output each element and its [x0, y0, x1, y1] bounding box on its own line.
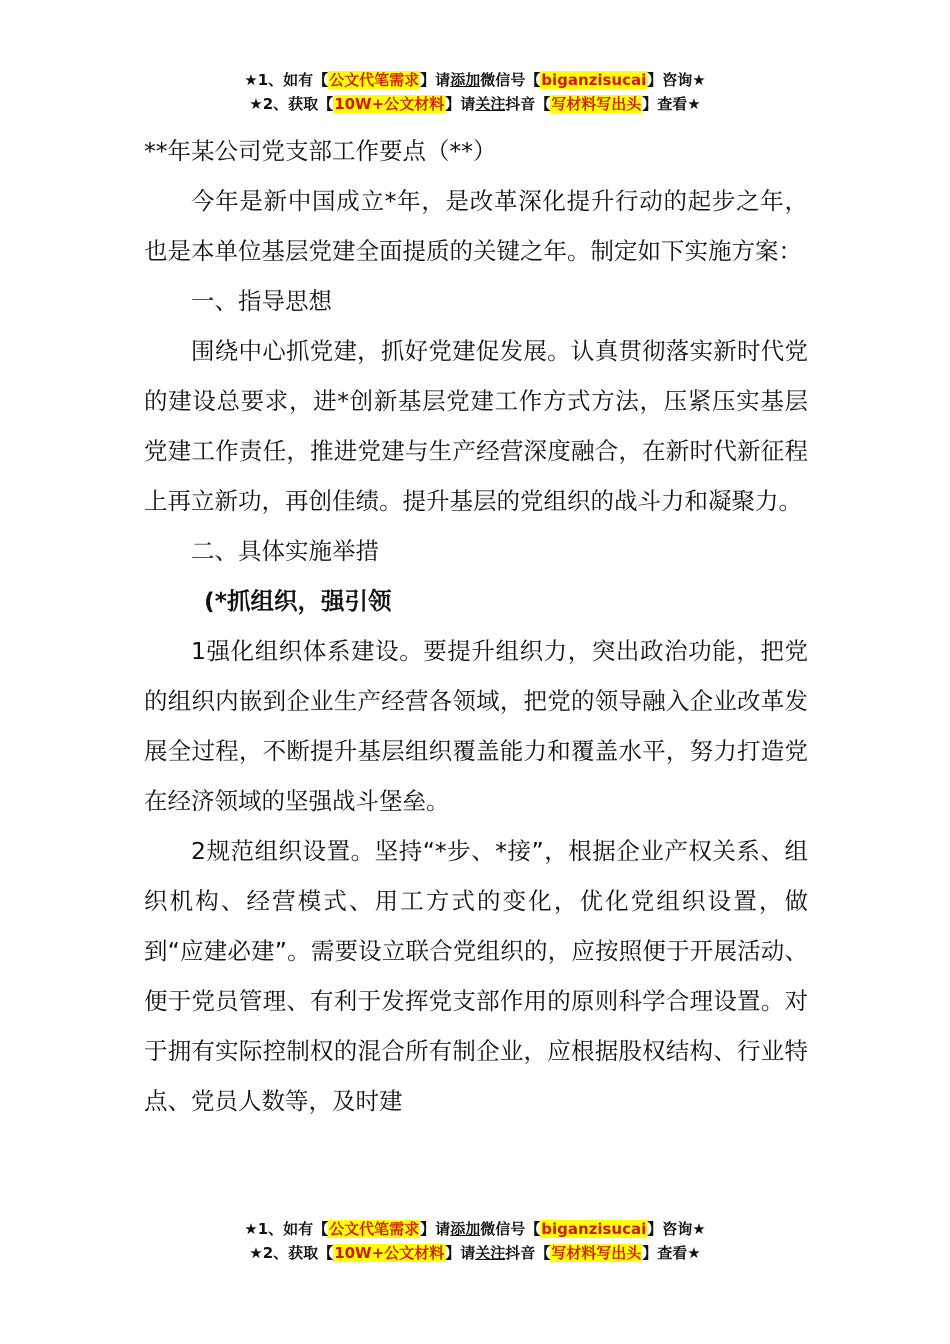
- banner-text: 微信号【: [480, 1220, 541, 1238]
- banner-text: 微信号【: [480, 71, 541, 89]
- banner-line-2: [0, 92, 950, 116]
- banner-text: 】请: [420, 1220, 451, 1238]
- banner-underlined-text: 添加: [450, 1220, 481, 1238]
- banner-text: 】请: [420, 71, 451, 89]
- document-title: **年某公司党支部工作要点（**）: [144, 137, 497, 165]
- highlight-materials: 10W+公文材料: [334, 1244, 445, 1262]
- banner-line-2: [0, 1241, 950, 1265]
- highlight-douyin-account: 写材料写出头: [551, 95, 642, 113]
- banner-text: 】查看★: [642, 95, 701, 113]
- subsection-heading: (*抓组织，强引领: [204, 587, 392, 615]
- banner-text: 抖音【: [505, 95, 551, 113]
- section-heading: 一、指导思想: [191, 287, 332, 315]
- highlight-wechat-id: biganzisucai: [541, 1220, 647, 1238]
- section-paragraph: 围绕中心抓党建，抓好党建促发展。认真贯彻落实新时代党的建设总要求，进*创新基层党建工作方式方法，压紧压实基层党建工作责任，推进党建与生产经营深度融合，在新时代新征程上再立新功，再创佳绩。提升基层的党组织的战斗力和凝聚力。: [144, 337, 808, 515]
- highlight-materials: 10W+公文材料: [334, 95, 445, 113]
- section-heading: 二、具体实施举措: [191, 537, 379, 565]
- banner-text: 抖音【: [505, 1244, 551, 1262]
- banner-line-1: [0, 1217, 950, 1241]
- document-body: [144, 126, 808, 1126]
- highlight-service: 公文代笔需求: [329, 71, 420, 89]
- list-item: 2规范组织设置。坚持“*步、*接”，根据企业产权关系、组织机构、经营模式、用工方式的变化，优化党组织设置，做到“应建必建”。需要设立联合党组织的，应按照便于开展活动、便于党员管理、有利于发挥党支部作用的原则科学合理设置。对于拥有实际控制权的混合所有制企业，应根据股权结构、行业特点、党员人数等，及时建: [144, 837, 808, 1115]
- banner-text: 】咨询★: [647, 1220, 706, 1238]
- banner-underlined-text: 关注: [475, 95, 506, 113]
- banner-text: 】请: [445, 1244, 476, 1262]
- highlight-service: 公文代笔需求: [329, 1220, 420, 1238]
- banner-text: ★2、获取【: [249, 1244, 334, 1262]
- banner-underlined-text: 添加: [450, 71, 481, 89]
- banner-text: ★2、获取【: [249, 95, 334, 113]
- banner-text: ★1、如有【: [244, 71, 329, 89]
- banner-text: 】请: [445, 95, 476, 113]
- list-item: 1强化组织体系建设。要提升组织力，突出政治功能，把党的组织内嵌到企业生产经营各领域，把党的领导融入企业改革发展全过程，不断提升基层组织覆盖能力和覆盖水平，努力打造党在经济领域的坚强战斗堡垒。: [144, 637, 808, 815]
- highlight-wechat-id: biganzisucai: [541, 71, 647, 89]
- banner-line-1: [0, 68, 950, 92]
- top-banner: [0, 68, 950, 116]
- banner-text: 】查看★: [642, 1244, 701, 1262]
- banner-text: ★1、如有【: [244, 1220, 329, 1238]
- banner-text: 】咨询★: [647, 71, 706, 89]
- highlight-douyin-account: 写材料写出头: [551, 1244, 642, 1262]
- intro-paragraph: 今年是新中国成立*年，是改革深化提升行动的起步之年，也是本单位基层党建全面提质的关键之年。制定如下实施方案：: [144, 187, 808, 265]
- banner-underlined-text: 关注: [475, 1244, 506, 1262]
- bottom-banner: [0, 1217, 950, 1265]
